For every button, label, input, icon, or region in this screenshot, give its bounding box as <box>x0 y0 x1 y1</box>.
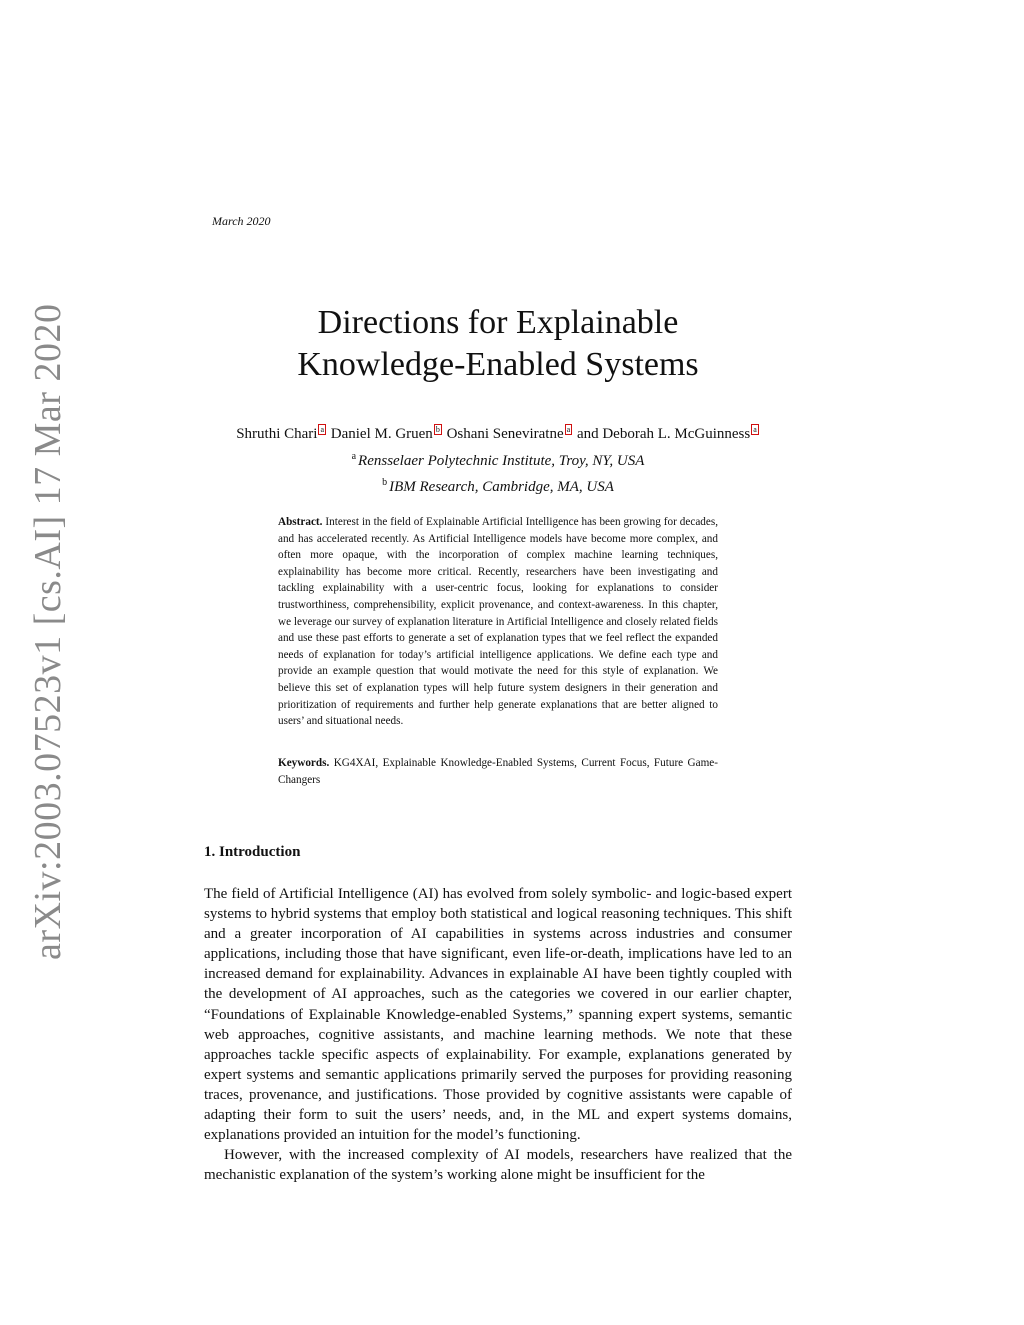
body-paragraph: The field of Artificial Intelligence (AI) has evolved from solely symbolic- and logic-based expert systems to hybrid systems that employ both statistical and logical reasoning techniques. This shift and a greater incorporation of AI capabilities in systems across industries and consumer applications, including those that have significant, even life-or-death, implications have led to an increased demand for explainability. Advances in explainable AI have been tightly coupled with the development of AI approaches, such as the categories we covered in our earlier chapter, “Foundations of Explainable Knowledge-enabled Systems,” spanning expert systems, semantic web approaches, cognitive assistants, and machine learning methods. We note that these approaches tackle specific aspects of explainability. For example, explanations generated by expert systems and semantic applications primarily served the purposes for providing reasoning traces, provenance, and justifications. Those provided by cognitive assistants were capable of adapting their form to suit the users’ needs, and, in the ML and expert systems domains, explanations provided an intuition for the model’s functioning. <box>204 886 792 1144</box>
section-heading-introduction: 1. Introduction <box>204 844 301 860</box>
abstract-text: Interest in the field of Explainable Artificial Intelligence has been growing for decades, and has accelerated recently. As Artificial Intelligence models have become more complex, and often more opaque, with the incorporation of complex machine learning techniques, explainability has become more critical. Recently, researchers have been investigating and tackling explainability with a user-centric focus, looking for explanations to consider trustworthiness, comprehensibility, explicit provenance, and context-awareness. In this chapter, we leverage our survey of explanation literature in Artificial Intelligence and closely related fields and use these past efforts to generate a set of explanation types that we feel reflect the expanded needs of explanation for today’s artificial intelligence applications. We define each type and provide an example question that would motivate the need for this style of explanation. We believe this set of explanation types will help future system designers in their generation and prioritization of requirements and further help generate explanations that are better aligned to users’ and situational needs. <box>278 516 719 728</box>
title-line-1: Directions for Explainable <box>317 304 679 341</box>
affiliation-mark: a <box>351 451 357 462</box>
author-name: Shruthi Chari <box>236 426 318 442</box>
author-list <box>212 424 784 444</box>
affiliation-link[interactable]: a <box>753 425 757 434</box>
keywords-text: KG4XAI, Explainable Knowledge-Enabled Systems, Current Focus, Future Game-Changers <box>278 757 718 786</box>
affiliation-list <box>212 446 784 498</box>
arxiv-identifier-stamp[interactable]: arXiv:2003.07523v1 [cs.AI] 17 Mar 2020 <box>27 303 69 960</box>
body-paragraph: However, with the increased complexity of AI models, researchers have realized that the mechanistic explanation of the system’s working alone might be insufficient for the <box>204 1147 792 1184</box>
affiliation-link[interactable]: b <box>435 425 440 434</box>
author-name: Daniel M. Gruen <box>330 426 433 442</box>
affiliation-link[interactable]: a <box>566 425 571 434</box>
affiliation-mark: b <box>382 477 388 488</box>
paper-title <box>212 302 784 386</box>
affiliation-link[interactable]: a <box>320 425 324 434</box>
affiliation-item <box>212 472 784 498</box>
affiliation-text: IBM Research, Cambridge, MA, USA <box>389 479 614 495</box>
author-name: and Deborah L. McGuinness <box>576 426 751 442</box>
affiliation-text: Rensselaer Polytechnic Institute, Troy, NY, USA <box>358 453 645 469</box>
abstract <box>278 514 718 730</box>
affiliation-item <box>212 446 784 472</box>
abstract-label: Abstract. <box>278 516 323 528</box>
keywords <box>278 755 718 788</box>
keywords-label: Keywords. <box>278 757 330 769</box>
introduction-body <box>204 884 792 1185</box>
publication-date: March 2020 <box>212 214 271 228</box>
author-name: Oshani Seneviratne <box>446 426 564 442</box>
title-line-2: Knowledge-Enabled Systems <box>297 346 699 383</box>
